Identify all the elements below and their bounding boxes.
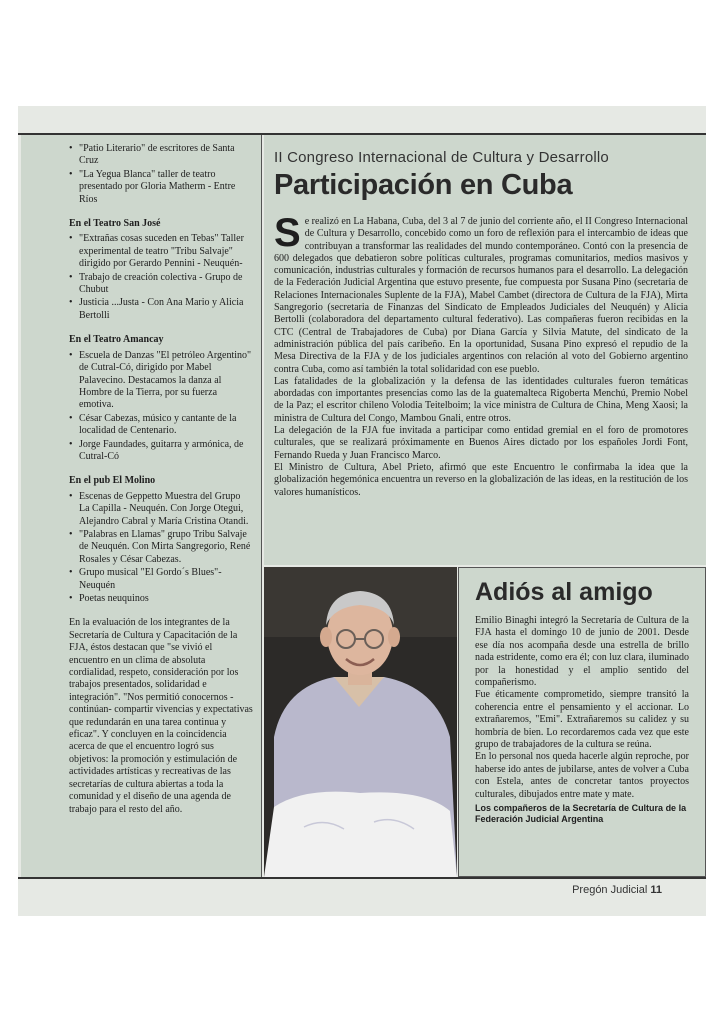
list-item: • "Extrañas cosas suceden en Tebas" Taller experimental de teatro "Tribu Salvaje" dirigido por Gerardo Pennini - Neuquén- bbox=[69, 233, 253, 270]
left-column bbox=[21, 135, 262, 877]
list-san-jose bbox=[69, 233, 253, 322]
closing-paragraph: En la evaluación de los integrantes de la Secretaría de Cultura y Capacitación de la FJA, éstos destacan que "se vivió el encuentro en un clima de absoluta cordialidad, respeto, consideración por los trabajos presentados, solidaridad e integración". "Nos permitió conocernos -continúan- compartir vivencias y expectativas que redundarán en una tarea continua y eficaz". Y concluyen en la coincidencia acerca de que el encuentro logró sus objetivos: la promoción y estimulación de actividades artísticas y recreativas de las secretarías de cultura abiertas a toda la comunidad y el diseño de una agenda de trabajo para el resto del año. bbox=[69, 617, 253, 815]
list-item: • Jorge Faundades, guitarra y armónica, de Cutral-Có bbox=[69, 439, 253, 464]
section-title-san-jose: En el Teatro San José bbox=[69, 218, 161, 230]
obituary-box bbox=[458, 567, 706, 877]
obituary-body bbox=[475, 615, 689, 801]
list-item: • César Cabezas, músico y cantante de la localidad de Centenario. bbox=[69, 413, 253, 438]
section-title-el-molino: En el pub El Molino bbox=[69, 475, 156, 487]
bottom-rule bbox=[18, 877, 706, 879]
list-item: • Escuela de Danzas "El petróleo Argentino" de Cutral-Có, dirigido por Mabel Palavecino. Destacamos la danza al Hombre de la Tierra, por su fuerza emotiva. bbox=[69, 350, 253, 412]
obituary-paragraph: Emilio Binaghi integró la Secretaría de Cultura de la FJA hasta el domingo 10 de junio de 2001. Desde ese día nos acompaña desde una estrella de brillo nada estridente, como era él; con luz clara, iluminado por la honestidad y el amplio sentido del compañerismo. bbox=[475, 615, 689, 689]
portrait-illustration bbox=[264, 567, 457, 877]
list-item: • "Palabras en Llamas" grupo Tribu Salvaje de Neuquén. Con Mirta Sangregorio, René Rosales y César Cabezas. bbox=[69, 529, 253, 566]
article-paragraph: Las fatalidades de la globalización y la defensa de las identidades culturales fueron temáticas abordadas con importantes presencias como las de la guatemalteca Rigoberta Menchú, Premio Nobel de la Paz; el escritor chileno Volodia Teitelboim; la vice ministra de Cultura de China, Meng Xaosi; la ministra de Cultura del Congo, Mambou Gnali, entre otros. bbox=[274, 375, 688, 424]
article-body bbox=[274, 211, 688, 499]
article-headline: Participación en Cuba bbox=[274, 169, 573, 201]
drop-cap: S bbox=[274, 211, 301, 255]
list-item: • "Patio Literario" de escritores de Santa Cruz bbox=[69, 143, 253, 168]
list-item: • Justicia ...Justa - Con Ana Mario y Alicia Bertolli bbox=[69, 297, 253, 322]
list-item: • Escenas de Geppetto Muestra del Grupo La Capilla - Neuquén. Con Jorge Otegui, Alejandro Cabral y María Cristina Otandi. bbox=[69, 491, 253, 528]
page-number: 11 bbox=[650, 884, 662, 896]
publication-name: Pregón Judicial bbox=[572, 884, 648, 896]
page-footer bbox=[520, 884, 662, 896]
article-kicker: II Congreso Internacional de Cultura y Desarrollo bbox=[274, 149, 609, 166]
obituary-paragraph: Fue éticamente comprometido, siempre transitó la coherencia entre el pensamiento y el accionar. Lo extrañaremos, "Emi". Extrañaremos su calidez y su hombría de bien. Lo recordaremos cada vez que este grupo de trabajadores de la cultura se reúna. bbox=[475, 689, 689, 751]
list-item: • Poetas neuquinos bbox=[69, 593, 253, 605]
obituary-title: Adiós al amigo bbox=[475, 578, 653, 606]
list-item: • "La Yegua Blanca" taller de teatro presentado por Gloria Matherm - Entre Ríos bbox=[69, 169, 253, 206]
section-title-amancay: En el Teatro Amancay bbox=[69, 334, 164, 346]
main-article bbox=[264, 135, 706, 565]
obituary-paragraph: En lo personal nos queda hacerle algún reproche, por haberse ido antes de jubilarse, antes de volver a Cuba con Estela, antes de concretar tantos proyectos culturales, dibujados entre mate y mate. bbox=[475, 751, 689, 800]
article-paragraph: La delegación de la FJA fue invitada a participar como entidad gremial en el foro de promotores culturales, que se realizará próximamente en Buenos Aires dictado por los españoles Jordi Font, Fernando Rueda y Juan Francisco Marco. bbox=[274, 425, 688, 461]
list-top bbox=[69, 143, 253, 206]
list-el-molino bbox=[69, 491, 253, 606]
obituary-signature: Los compañeros de la Secretaría de Cultura de la Federación Judicial Argentina bbox=[475, 803, 687, 825]
article-paragraph: Se realizó en La Habana, Cuba, del 3 al 7 de junio del corriente año, el II Congreso Internacional de Cultura y Desarrollo, concebido como un foro de reflexión para el intercambio de ideas que contribuyan a transformar las realidades del mundo contemporáneo. Contó con la presencia de 600 delegados que debatieron sobre políticas culturales, programas comunitarios, medios masivos y comunicación, industrias culturales y formación de recursos humanos para el desarrollo. La delegación de la Federación Judicial Argentina que estuvo presente, fue compuesta por Susana Pino (secretaria de Relaciones Internacionales Suplente de la FJA), Mabel Cambet (directora de Cultura de la FJA), Mirta Sangregorio (secretaria de Finanzas del Sindicato de Empleados Judiciales del Neuquén) y Alicia Bertolli (colaboradora del departamento cultural federativo). Las compañeras fueron recibidas en la CTC (Central de Trabajadores de Cuba) por Diana García y Silvia Matute, del sindicato de la administración pública del país caribeño. En la oportunidad, Susana Pino expresó el repudio de la Mesa Directiva de la FJA y de los judiciales argentinos con relación al voto del Gobierno argentino contra Cuba, como así también la total solidaridad con ese pueblo. bbox=[274, 211, 688, 375]
article-paragraph: El Ministro de Cultura, Abel Prieto, afirmó que este Encuentro le confirmaba la idea que la globalización hegemónica encuentra un reverso en la globalización de las ideas, en la restitución de los valores humanísticos. bbox=[274, 461, 688, 498]
list-amancay bbox=[69, 350, 253, 464]
list-item: • Trabajo de creación colectiva - Grupo de Chubut bbox=[69, 272, 253, 297]
list-item: • Grupo musical "El Gordo´s Blues"- Neuquén bbox=[69, 567, 253, 592]
portrait-photo bbox=[264, 567, 457, 877]
